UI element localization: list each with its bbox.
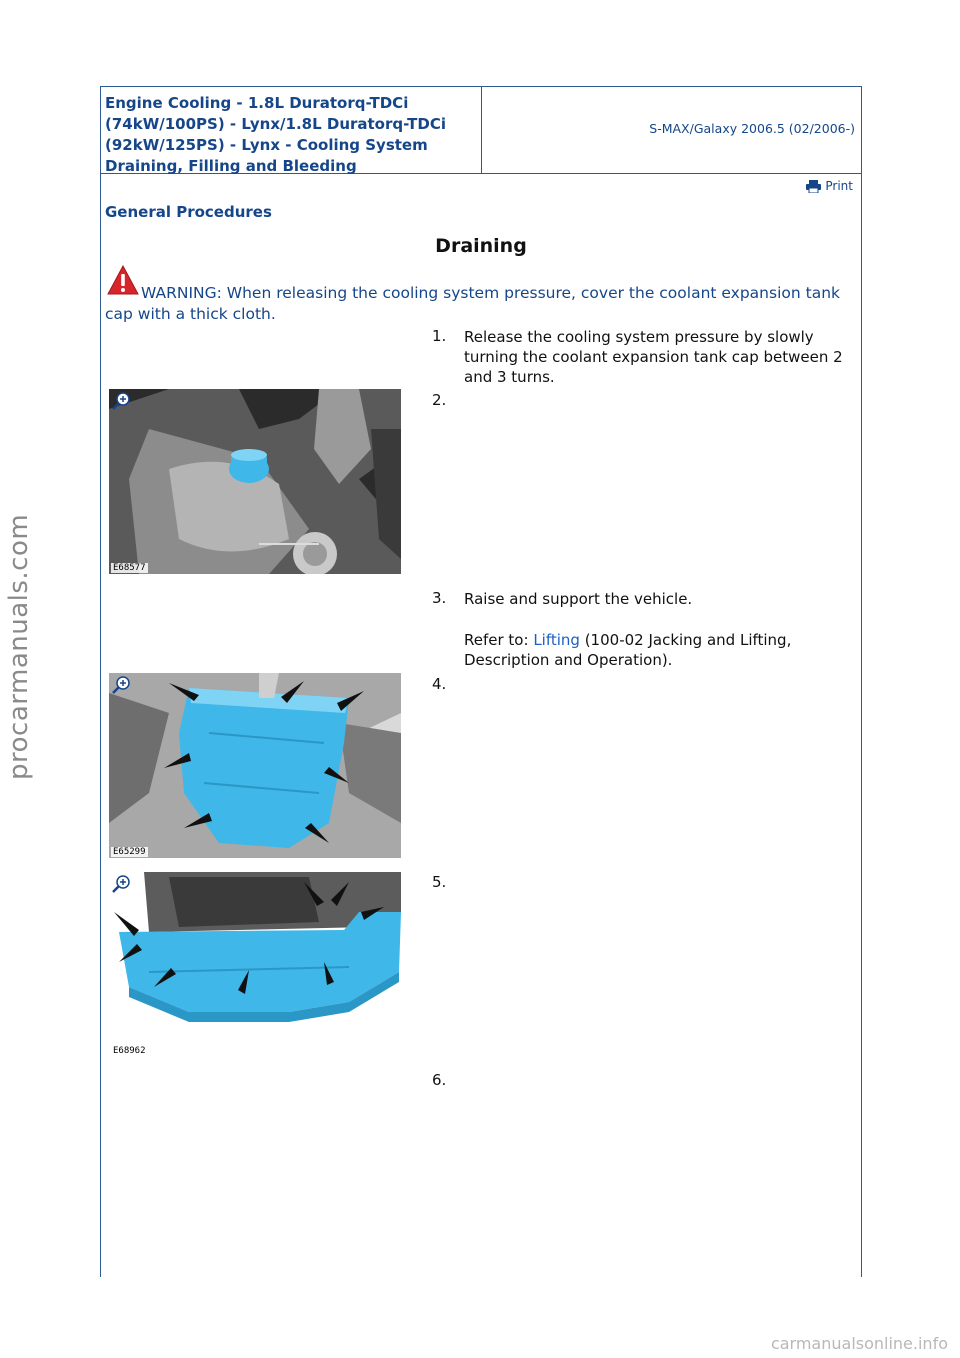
print-label: Print: [825, 179, 853, 193]
header-divider: [481, 87, 482, 173]
step-2-number: 2.: [432, 391, 447, 409]
document-header: [101, 87, 861, 174]
figure-e68962[interactable]: [109, 872, 401, 1057]
zoom-icon[interactable]: [111, 874, 131, 894]
reference-suffix: (100-02 Jacking and Lifting, Description and Operation).: [464, 631, 792, 669]
figure-label: E65299: [113, 847, 146, 857]
vehicle-model: S-MAX/Galaxy 2006.5 (02/2006-): [649, 121, 855, 136]
warning-text: WARNING: When releasing the cooling system pressure, cover the coolant expansion tank cap with a thick cloth.: [105, 284, 840, 323]
side-watermark: procarmanuals.com: [4, 513, 34, 780]
section-title: General Procedures: [105, 203, 272, 221]
figure-label: E68577: [113, 563, 146, 573]
figure-e68577[interactable]: [109, 389, 401, 574]
step-1-text: Release the cooling system pressure by slowly turning the coolant expansion tank cap between 2 and 3 turns.: [464, 328, 843, 386]
step-3-number: 3.: [432, 589, 447, 607]
figure-label: E68962: [113, 1046, 146, 1056]
print-button[interactable]: [806, 179, 853, 193]
step-1-number: 1.: [432, 327, 447, 345]
figure-e65299[interactable]: [109, 673, 401, 858]
step-3-text: Raise and support the vehicle.: [464, 590, 693, 608]
step-6-number: 6.: [432, 1071, 447, 1089]
engine-bay-coolant-tank-illustration: [109, 389, 401, 574]
step-5-number: 5.: [432, 873, 447, 891]
zoom-icon[interactable]: [111, 391, 131, 411]
bottom-watermark: carmanualsonline.info: [770, 1334, 948, 1353]
procedure-heading: Draining: [435, 235, 527, 257]
undershield-removal-illustration: [109, 673, 401, 858]
document-title: Engine Cooling - 1.8L Duratorq-TDCi (74kW/100PS) - Lynx/1.8L Duratorq-TDCi (92kW/125PS) - Lynx - Cooling System Draining, Filling and Bleeding: [105, 94, 446, 175]
reference-prefix: Refer to:: [464, 631, 534, 649]
step-3-reference: [464, 630, 849, 670]
step-4-number: 4.: [432, 675, 447, 693]
printer-icon: [806, 180, 821, 193]
splash-shield-removal-illustration: [109, 872, 401, 1057]
document-frame: [100, 86, 862, 1277]
lifting-link[interactable]: Lifting: [533, 631, 580, 649]
zoom-icon[interactable]: [111, 675, 131, 695]
